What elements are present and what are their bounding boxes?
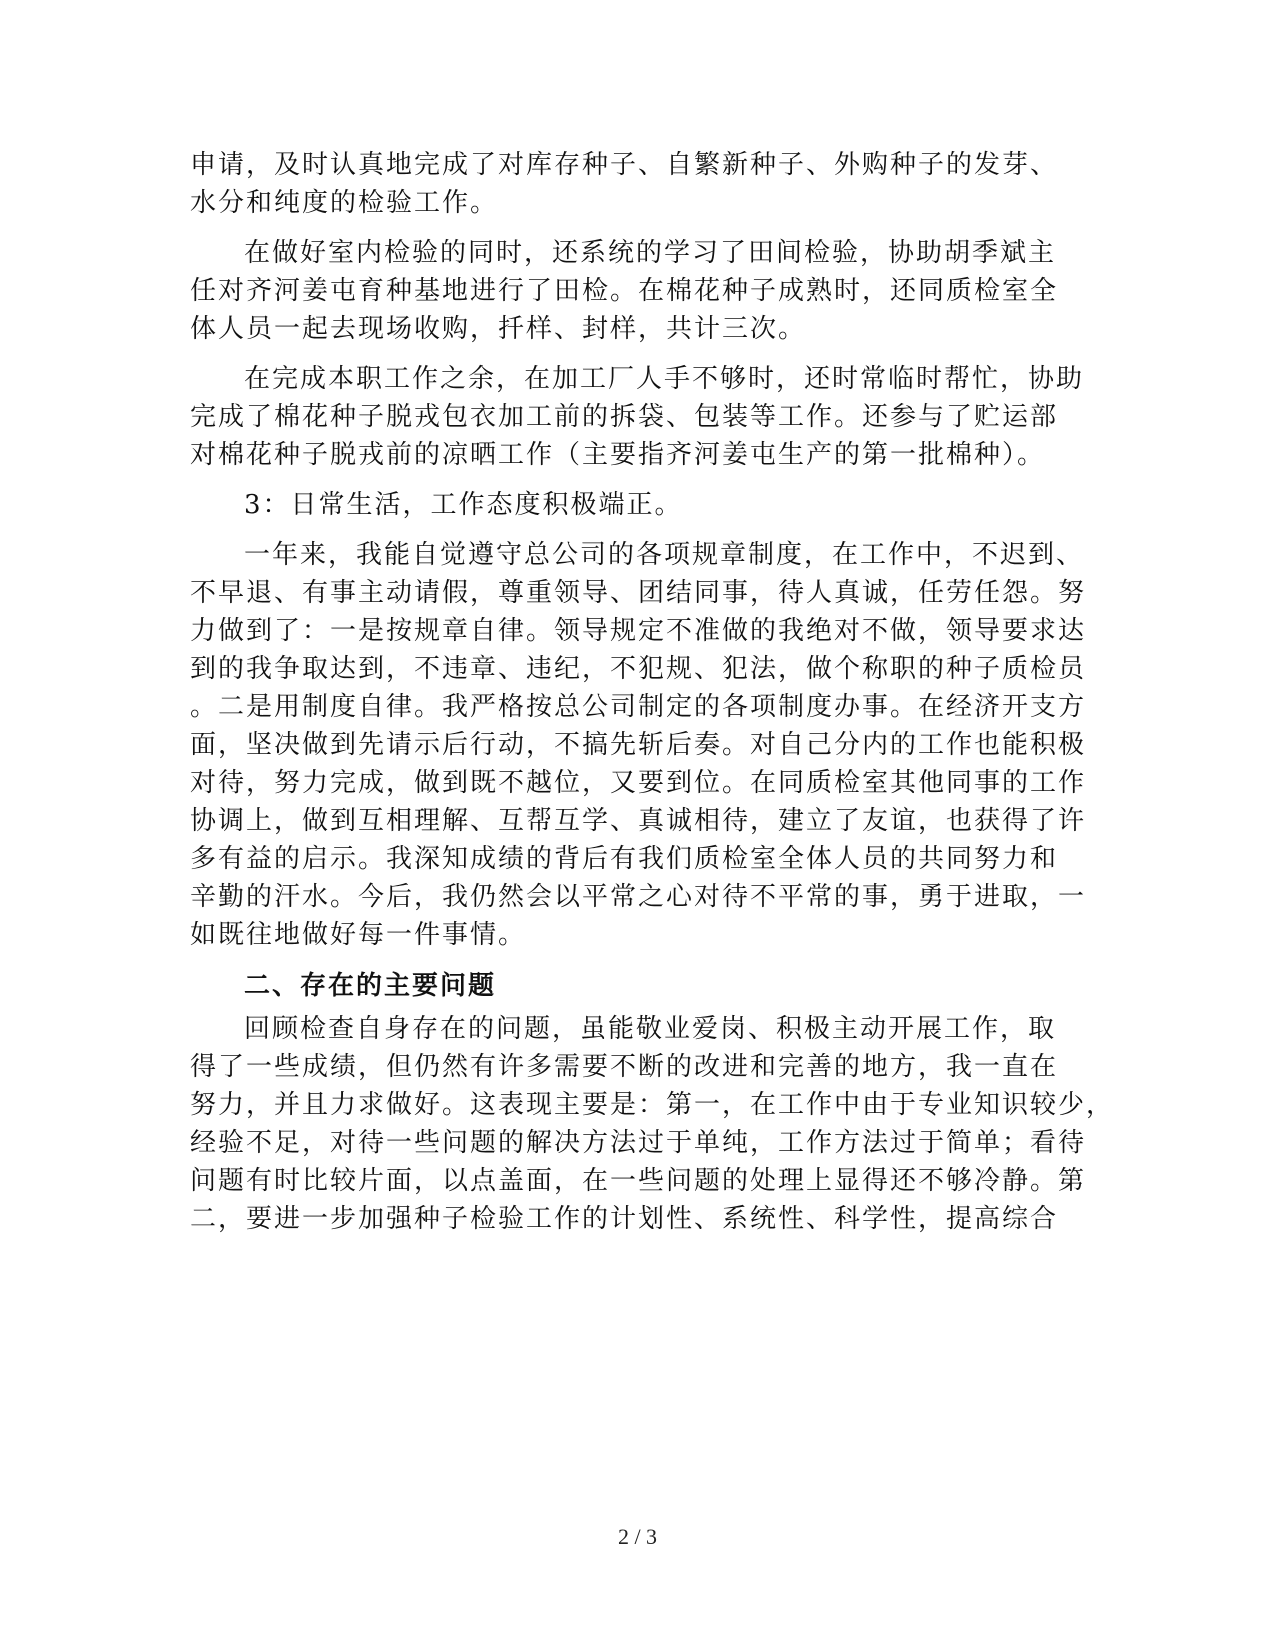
document-body <box>190 146 1115 1238</box>
text-line: 。二是用制度自律。我严格按总公司制定的各项制度办事。在经济开支方 <box>190 692 1087 722</box>
text-line: 对待，努力完成，做到既不越位，又要到位。在同质检室其他同事的工作 <box>190 768 1087 798</box>
text-line: 面，坚决做到先请示后行动，不搞先斩后奏。对自己分内的工作也能积极 <box>190 730 1087 760</box>
text-line: 多有益的启示。我深知成绩的背后有我们质检室全体人员的共同努力和 <box>190 844 1059 874</box>
text-line: 在完成本职工作之余，在加工厂人手不够时，还时常临时帮忙，协助 <box>244 364 1085 394</box>
text-line: 一年来，我能自觉遵守总公司的各项规章制度，在工作中，不迟到、 <box>244 540 1085 570</box>
text-line: 3：日常生活，工作态度积极端正。 <box>244 490 683 520</box>
paragraph-field-inspection <box>190 234 1090 348</box>
paragraph-main-problems <box>190 1010 1115 1238</box>
text-line: 到的我争取达到，不违章、违纪，不犯规、犯法，做个称职的种子质检员 <box>190 654 1087 684</box>
page-number: 2 / 3 <box>617 1524 658 1549</box>
text-line: 如既往地做好每一件事情。 <box>190 920 527 950</box>
text-line: 二，要进一步加强种子检验工作的计划性、系统性、科学性，提高综合 <box>190 1204 1059 1234</box>
text-line: 水分和纯度的检验工作。 <box>190 188 499 218</box>
text-line: 体人员一起去现场收购，扦样、封样，共计三次。 <box>190 314 807 344</box>
text-line: 得了一些成绩，但仍然有许多需要不断的改进和完善的地方，我一直在 <box>190 1052 1059 1082</box>
text-line: 完成了棉花种子脱戎包衣加工前的拆袋、包装等工作。还参与了贮运部 <box>190 402 1059 432</box>
text-line: 申请，及时认真地完成了对库存种子、自繁新种子、外购种子的发芽、 <box>190 150 1059 180</box>
text-line: 对棉花种子脱戎前的凉晒工作（主要指齐河姜屯生产的第一批棉种）。 <box>190 440 1046 470</box>
text-line: 问题有时比较片面，以点盖面，在一些问题的处理上显得还不够冷静。第 <box>190 1166 1087 1196</box>
text-line: 任对齐河姜屯育种基地进行了田检。在棉花种子成熟时，还同质检室全 <box>190 276 1059 306</box>
text-line: 辛勤的汗水。今后，我仍然会以平常之心对待不平常的事，勇于进取，一 <box>190 882 1087 912</box>
paragraph-self-discipline <box>190 536 1090 954</box>
text-line: 经验不足，对待一些问题的解决方法过于单纯，工作方法过于简单；看待 <box>190 1128 1087 1158</box>
section-heading: 二、存在的主要问题 <box>244 971 497 1001</box>
paragraph-seed-testing <box>190 146 1090 222</box>
text-line: 回顾检查自身存在的问题，虽能敬业爱岗、积极主动开展工作，取 <box>244 1014 1057 1044</box>
text-line: 力做到了：一是按规章自律。领导规定不准做的我绝对不做，领导要求达 <box>190 616 1087 646</box>
text-line: 不早退、有事主动请假，尊重领导、团结同事，待人真诚，任劳任怨。努 <box>190 578 1087 608</box>
paragraph-subheading-attitude <box>190 486 1090 524</box>
text-line: 协调上，做到互相理解、互帮互学、真诚相待，建立了友谊，也获得了许 <box>190 806 1087 836</box>
text-line: 在做好室内检验的同时，还系统的学习了田间检验，协助胡季斌主 <box>244 238 1057 268</box>
paragraph-processing-help <box>190 360 1090 474</box>
text-line: 努力，并且力求做好。这表现主要是：第一，在工作中由于专业知识较少， <box>190 1090 1115 1120</box>
